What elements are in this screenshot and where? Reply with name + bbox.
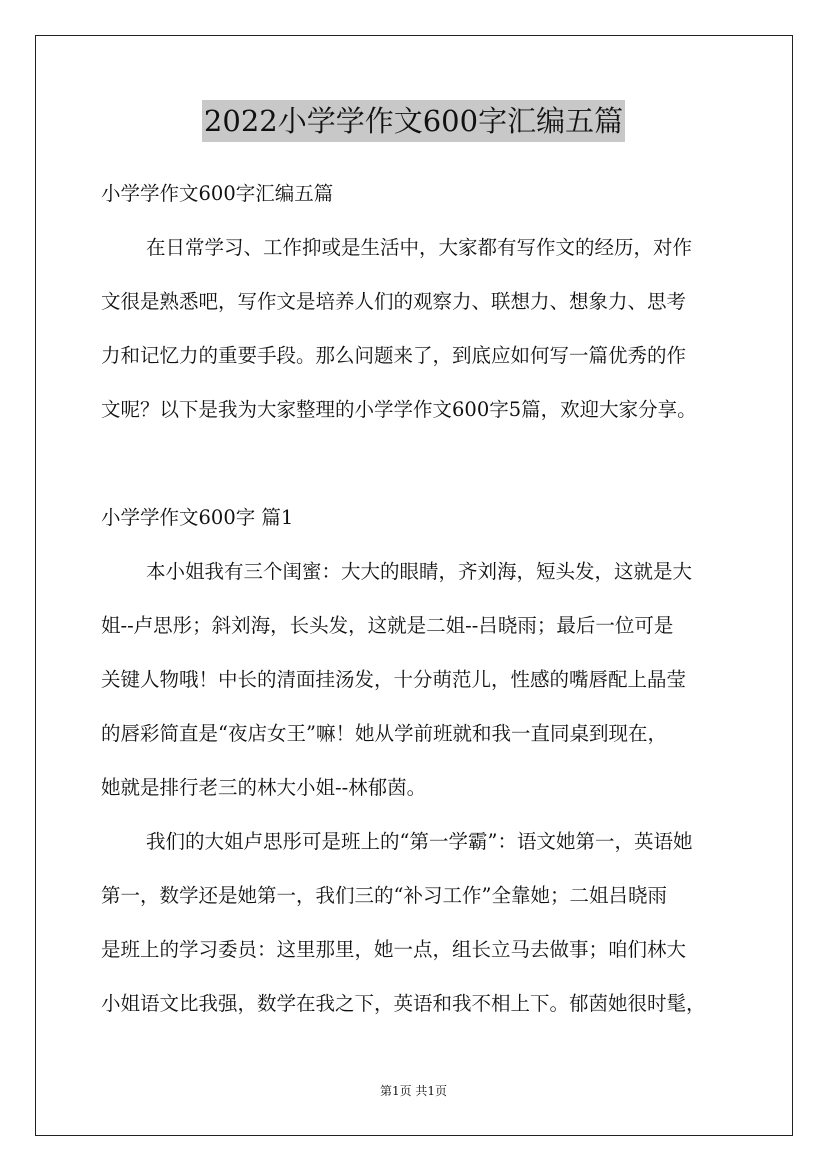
paragraph-line: 本小姐我有三个闺蜜：大大的眼睛，齐刘海，短头发，这就是大	[146, 560, 693, 583]
page-number-footer: 第1页 共1页	[379, 1084, 448, 1098]
paragraph-line: 的唇彩简直是“夜店女王”嘛！她从学前班就和我一直同桌到现在，	[101, 722, 667, 745]
title-container	[0, 100, 827, 142]
paragraph-line: 小姐语文比我强，数学在我之下，英语和我不相上下。郁茵她很时髦，	[101, 992, 706, 1015]
paragraph-line: 她就是排行老三的林大小姐--林郁茵。	[101, 776, 427, 799]
paragraph-line: 第一，数学还是她第一，我们三的“补习工作”全靠她；二姐吕晓雨	[101, 884, 667, 907]
paragraph-line: 关键人物哦！中长的清面挂汤发，十分萌范儿，性感的嘴唇配上晶莹	[101, 668, 687, 691]
intro-line: 文很是熟悉吧，写作文是培养人们的观察力、联想力、想象力、思考	[101, 290, 687, 313]
document-title: 2022小学学作文600字汇编五篇	[202, 100, 625, 142]
paragraph-line: 是班上的学习委员：这里那里，她一点，组长立马去做事；咱们林大	[101, 938, 687, 961]
paragraph-line: 我们的大姐卢思彤可是班上的“第一学霸”：语文她第一，英语她	[146, 830, 693, 853]
intro-line: 在日常学习、工作抑或是生活中，大家都有写作文的经历，对作	[146, 236, 693, 259]
paragraph-line: 姐--卢思彤；斜刘海，长头发，这就是二姐--吕晓雨；最后一位可是	[101, 614, 674, 637]
document-subtitle: 小学学作文600字汇编五篇	[101, 182, 334, 205]
intro-line: 文呢？以下是我为大家整理的小学学作文600字5篇，欢迎大家分享。	[101, 398, 697, 421]
section-heading: 小学学作文600字 篇1	[101, 506, 294, 529]
intro-line: 力和记忆力的重要手段。那么问题来了，到底应如何写一篇优秀的作	[101, 344, 687, 367]
